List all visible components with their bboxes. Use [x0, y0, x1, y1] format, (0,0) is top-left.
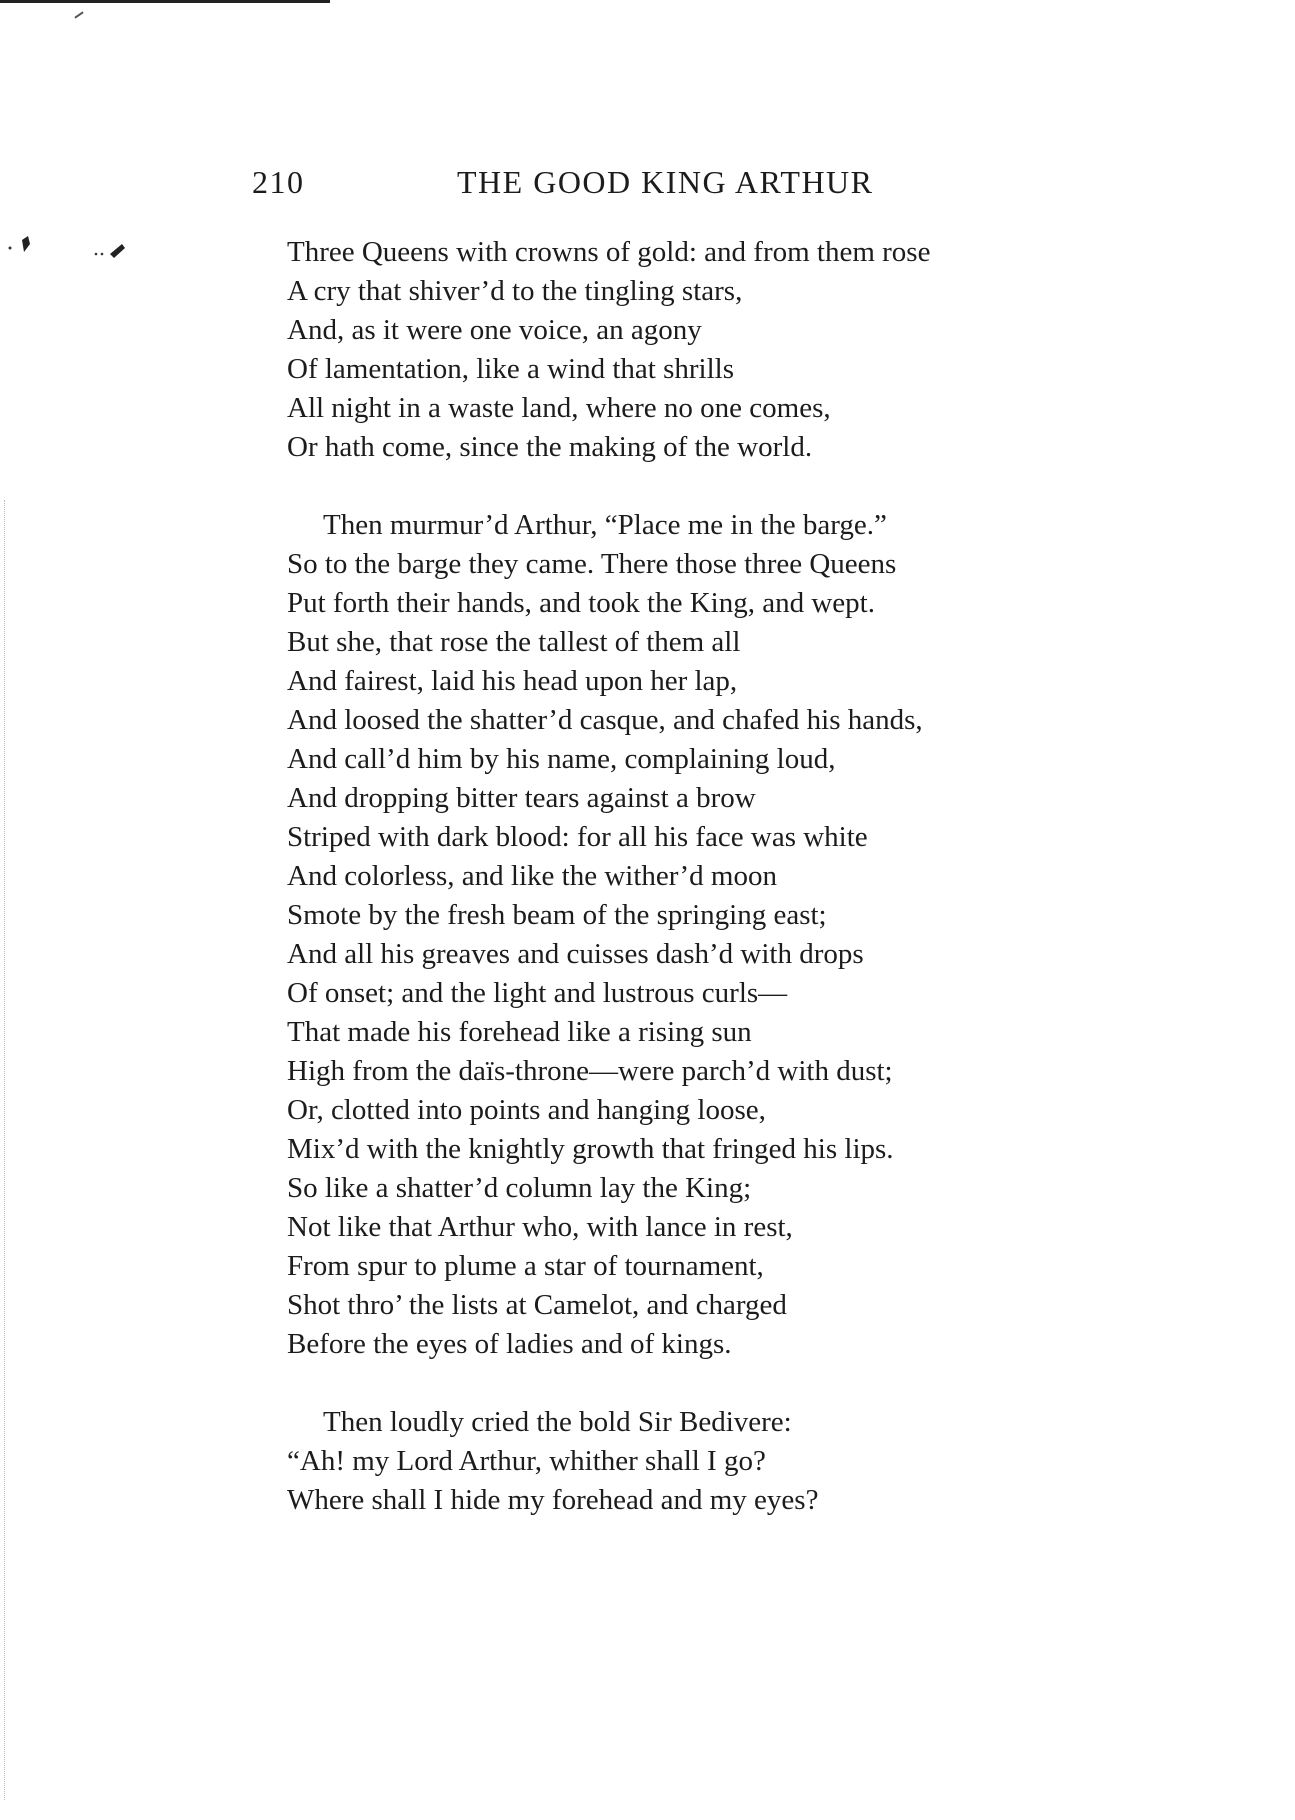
- verse-line: Of onset; and the light and lustrous curls—: [287, 977, 788, 1009]
- verse-line: And colorless, and like the wither’d moon: [287, 860, 777, 892]
- ink-speck: [95, 253, 98, 256]
- verse-line: And loosed the shatter’d casque, and chafed his hands,: [287, 704, 923, 736]
- verse-line: Three Queens with crowns of gold: and from them rose: [287, 236, 931, 268]
- verse-line: That made his forehead like a rising sun: [287, 1016, 752, 1048]
- verse-line: Of lamentation, like a wind that shrills: [287, 353, 734, 385]
- verse-line: “Ah! my Lord Arthur, whither shall I go?: [287, 1445, 766, 1477]
- verse-line: And, as it were one voice, an agony: [287, 314, 702, 346]
- verse-line: Where shall I hide my forehead and my eyes?: [287, 1484, 819, 1516]
- verse-line: Striped with dark blood: for all his face was white: [287, 821, 868, 853]
- page-number: 210: [252, 164, 305, 200]
- running-title: THE GOOD KING ARTHUR: [457, 164, 874, 200]
- verse-line: And fairest, laid his head upon her lap,: [287, 665, 738, 697]
- verse-line: Smote by the fresh beam of the springing east;: [287, 899, 827, 931]
- verse-line: Mix’d with the knightly growth that fringed his lips.: [287, 1133, 894, 1165]
- verse-line: Or hath come, since the making of the world.: [287, 431, 813, 463]
- verse-line: So like a shatter’d column lay the King;: [287, 1172, 752, 1204]
- scan-edge-rule: [0, 0, 330, 3]
- verse-line: All night in a waste land, where no one comes,: [287, 392, 831, 424]
- stanza: [287, 233, 1147, 467]
- verse-line: But she, that rose the tallest of them all: [287, 626, 741, 658]
- stanza: [287, 1403, 1147, 1520]
- verse-line: And dropping bitter tears against a brow: [287, 782, 756, 814]
- verse-line: Shot thro’ the lists at Camelot, and charged: [287, 1289, 787, 1321]
- verse-line: And all his greaves and cuisses dash’d with drops: [287, 938, 864, 970]
- verse-line: Before the eyes of ladies and of kings.: [287, 1328, 732, 1360]
- verse-line: Not like that Arthur who, with lance in rest,: [287, 1211, 793, 1243]
- poem-text: [287, 233, 1147, 1520]
- page-header: [252, 164, 972, 204]
- scan-gutter-marks: [4, 500, 13, 1800]
- verse-line: Then murmur’d Arthur, “Place me in the barge.”: [323, 509, 887, 541]
- verse-line: And call’d him by his name, complaining loud,: [287, 743, 836, 775]
- verse-line: High from the daïs-throne—were parch’d with dust;: [287, 1055, 893, 1087]
- stanza: [287, 506, 1147, 1364]
- verse-line: A cry that shiver’d to the tingling stars,: [287, 275, 743, 307]
- ink-speck: [9, 247, 12, 250]
- scan-mark: [74, 11, 83, 18]
- ink-speck: [22, 236, 30, 252]
- ink-specks: [0, 230, 150, 270]
- verse-line: Put forth their hands, and took the King, and wept.: [287, 587, 875, 619]
- ink-speck: [110, 244, 125, 258]
- verse-line: Or, clotted into points and hanging loose,: [287, 1094, 766, 1126]
- verse-line: Then loudly cried the bold Sir Bedivere:: [323, 1406, 792, 1438]
- verse-line: From spur to plume a star of tournament,: [287, 1250, 764, 1282]
- ink-speck: [101, 253, 104, 256]
- verse-line: So to the barge they came. There those three Queens: [287, 548, 897, 580]
